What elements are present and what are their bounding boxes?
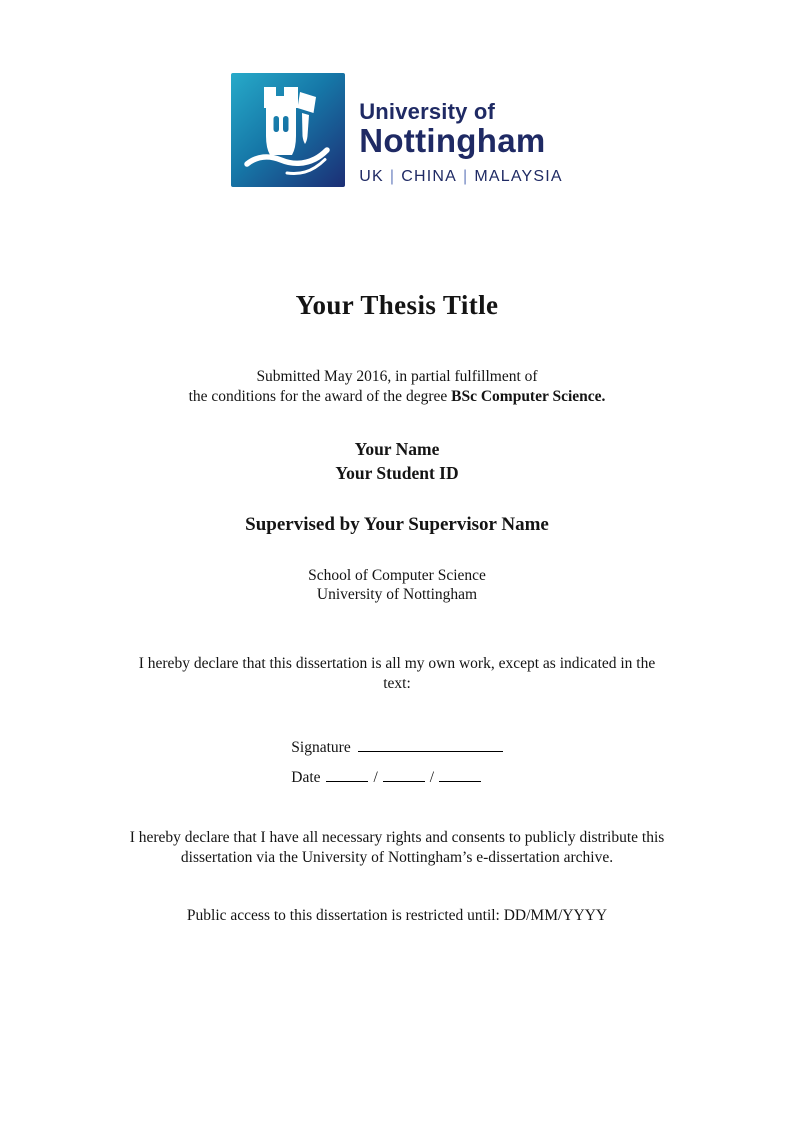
campus-separator: | xyxy=(389,168,396,185)
signature-blank-line xyxy=(358,738,503,752)
declaration-own-work xyxy=(0,654,794,693)
campus-malaysia: MALAYSIA xyxy=(474,168,563,185)
date-separator: / xyxy=(373,769,378,786)
campus-china: CHINA xyxy=(401,168,457,185)
author-student-id: Your Student ID xyxy=(335,463,459,483)
thesis-title: Your Thesis Title xyxy=(295,290,499,320)
declaration-own-work-line2: text: xyxy=(383,674,411,692)
degree-name: BSc Computer Science. xyxy=(451,387,606,405)
submission-line1: Submitted May 2016, in partial fulfillment of xyxy=(256,368,538,385)
date-separator: / xyxy=(429,769,435,786)
campus-uk: UK xyxy=(359,168,384,185)
author-block xyxy=(0,437,794,485)
logo-brand-line2: Nottingham xyxy=(359,122,546,159)
declaration-distribution xyxy=(0,828,794,867)
logo-campuses xyxy=(359,167,563,186)
date-day-blank xyxy=(326,768,368,782)
author-name: Your Name xyxy=(354,439,440,459)
submission-line2-prefix: the conditions for the award of the degree xyxy=(188,387,448,405)
supervisor-line: Supervised by Your Supervisor Name xyxy=(245,514,549,535)
date-row xyxy=(291,768,502,787)
signature-label: Signature xyxy=(291,739,351,756)
date-month-blank xyxy=(383,768,425,782)
restriction-notice: Public access to this dissertation is restricted until: DD/MM/YYYY xyxy=(186,907,608,924)
university-name: University of Nottingham xyxy=(316,585,478,603)
declaration-distribution-line2: dissertation via the University of Nottingham’s e-dissertation archive. xyxy=(180,848,614,866)
university-logo xyxy=(0,0,794,187)
signature-block xyxy=(291,738,502,787)
campus-separator: | xyxy=(462,168,469,185)
submission-line2 xyxy=(0,387,794,407)
submission-statement xyxy=(0,367,794,406)
logo-wordmark xyxy=(359,99,563,187)
declaration-own-work-line1: I hereby declare that this dissertation is all my own work, except as indicated in the xyxy=(138,655,656,672)
signature-row xyxy=(291,738,502,757)
school-name: School of Computer Science xyxy=(308,567,486,584)
date-label: Date xyxy=(291,769,321,786)
logo-brand-line1: University of xyxy=(359,99,496,124)
nottingham-castle-icon xyxy=(231,73,345,187)
school-block xyxy=(0,567,794,604)
date-year-blank xyxy=(439,768,481,782)
declaration-distribution-line1: I hereby declare that I have all necessary rights and consents to publicly distribute this xyxy=(129,829,665,846)
